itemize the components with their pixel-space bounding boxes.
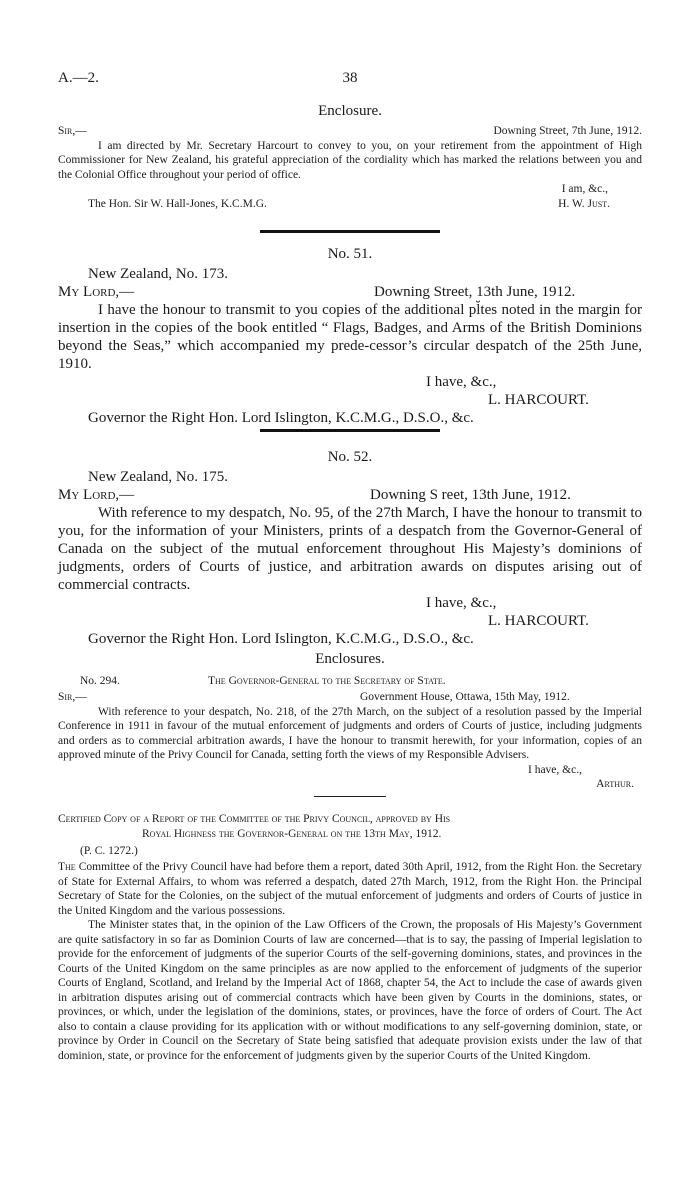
despatch-reference: New Zealand, No. 175. — [88, 469, 228, 485]
closing: I have, &c., — [426, 595, 497, 611]
salutation: Sir,— — [58, 125, 87, 137]
page-number: 38 — [342, 70, 358, 86]
signature: L. HARCOURT. — [488, 613, 589, 629]
paragraph-lead: The — [58, 861, 76, 873]
report-paragraph-1 — [58, 860, 642, 918]
place-date: Downing Street, 7th June, 1912. — [493, 125, 642, 137]
despatch-heading: No. 51. — [327, 246, 373, 262]
letter-body: With reference to my despatch, No. 95, of the 27th March, I have the honour to transmit to you, for the information of your Ministers, prints of a despatch from the Governor-General of Canada on the subject of the mutual enforcement throughout His Majesty’s dominions of judgments, orders of Courts of justice, and arbitration awards on disputes arising out of commercial contracts. — [58, 505, 642, 593]
place-date: Downing Street, 13th June, 1912. — [374, 284, 576, 300]
paragraph-text: Committee of the Privy Council have had before them a report, dated 30th April, 1912, from the Right Hon. the Secretary of State for External Affairs, to whom was referred a despatch, dated 27th March, 1912, from the Right Hon. the Principal Secretary of State for the Colonies, on the subject of the mutual enforcement of judgments and orders of Courts of justice in the United Kingdom and the various possessions. — [58, 861, 643, 917]
section-divider — [314, 796, 386, 797]
despatch-heading: No. 52. — [327, 449, 373, 465]
salutation: My Lord,— — [58, 487, 135, 503]
signature: Arthur. — [596, 778, 634, 790]
signature: H. W. Just. — [558, 197, 610, 210]
privy-council-reference: (P. C. 1272.) — [80, 845, 138, 857]
report-paragraph-2: The Minister states that, in the opinion of the Law Officers of the Crown, the proposals of His Majesty’s Government are quite satisfactory in so far as Dominion Courts of law are concerned—that is to say, the passing of Imperial legislation to provide for the enforcement of judgments of the superior Courts of the self-governing dominions, states, and provinces in the Courts of the United Kingdom on the same principles as are now applied to the enforcement of judgments of the superior Courts of England, Scotland, and Ireland by the Imperial Act of 1868, chapter 54, the Act to include the case of awards given in arbitration disputes arising out of commercial contracts which have been given by Courts in the dominions, states, or provinces, or which, under the legislation of the dominions, states, or provinces, have the force of orders of Court. The Act also to contain a clause providing for its application with or without modifications to any self-governing dominion, state, or province by Order in Council on the Secretary of State being satisfied that adequate provision exists under the law of that dominion, state, or province for the enforcement of judgments given by the superior Courts of the United Kingdom. — [58, 919, 642, 1062]
page-header — [58, 70, 642, 90]
page-reference: A.—2. — [58, 70, 99, 86]
certified-title-line1: Certified Copy of a Report of the Committee of the Privy Council, approved by His — [58, 813, 451, 825]
section-divider — [260, 230, 440, 233]
section-divider — [260, 429, 440, 432]
certified-copy — [58, 812, 642, 1063]
letter-body: With reference to your despatch, No. 218, of the 27th March, on the subject of a resolution passed by the Imperial Conference in 1911 in favour of the mutual enforcement of judgments and orders of Courts of justice, including judgments and orders as to commercial arbitration awards, I have the honour to transmit herewith, for your information, copies of an approved minute of the Privy Council for Canada, setting forth the views of my Responsible Advisers. — [58, 705, 642, 761]
addressee: The Hon. Sir W. Hall-Jones, K.C.M.G. — [88, 197, 267, 210]
closing: I have, &c., — [528, 763, 582, 776]
place-date: Downing S reet, 13th June, 1912. — [370, 487, 571, 503]
enclosures-heading: Enclosures. — [315, 651, 385, 667]
salutation: Sir,— — [58, 691, 87, 703]
place-date: Government House, Ottawa, 15th May, 1912. — [360, 691, 570, 703]
despatch-52 — [58, 448, 642, 648]
certified-title-line2: Royal Highness the Governor-General on the 13th May, 1912. — [142, 828, 442, 840]
salutation: My Lord,— — [58, 284, 135, 300]
closing: I am, &c., — [561, 183, 608, 195]
enclosure-letter — [58, 104, 642, 211]
signature: L. HARCOURT. — [488, 392, 589, 408]
despatch-title: The Governor-General to the Secretary of State. — [208, 675, 446, 687]
despatch-reference: New Zealand, No. 173. — [88, 266, 228, 282]
despatch-51 — [58, 245, 642, 427]
closing: I have, &c., — [426, 374, 497, 390]
enclosure-heading: Enclosure. — [318, 103, 382, 119]
letter-body: I am directed by Mr. Secretary Harcourt to convey to you, on your retirement from the appointment of High Commissioner for New Zealand, his grateful appreciation of the cordiality which has marked the relations between you and the Colonial Office throughout your period of office. — [58, 139, 642, 181]
addressee: Governor the Right Hon. Lord Islington, K.C.M.G., D.S.O., &c. — [88, 410, 474, 426]
enclosures-section — [58, 652, 642, 792]
despatch-number: No. 294. — [80, 675, 120, 687]
letter-body: I have the honour to transmit to you copies of the additional pl̆tes noted in the margin for insertion in the copies of the book entitled “ Flags, Badges, and Arms of the British Dominions beyond the Seas,” which accompanied my prede-cessor’s circular despatch of the 25th June, 1910. — [58, 302, 642, 372]
addressee: Governor the Right Hon. Lord Islington, K.C.M.G., D.S.O., &c. — [88, 631, 474, 647]
